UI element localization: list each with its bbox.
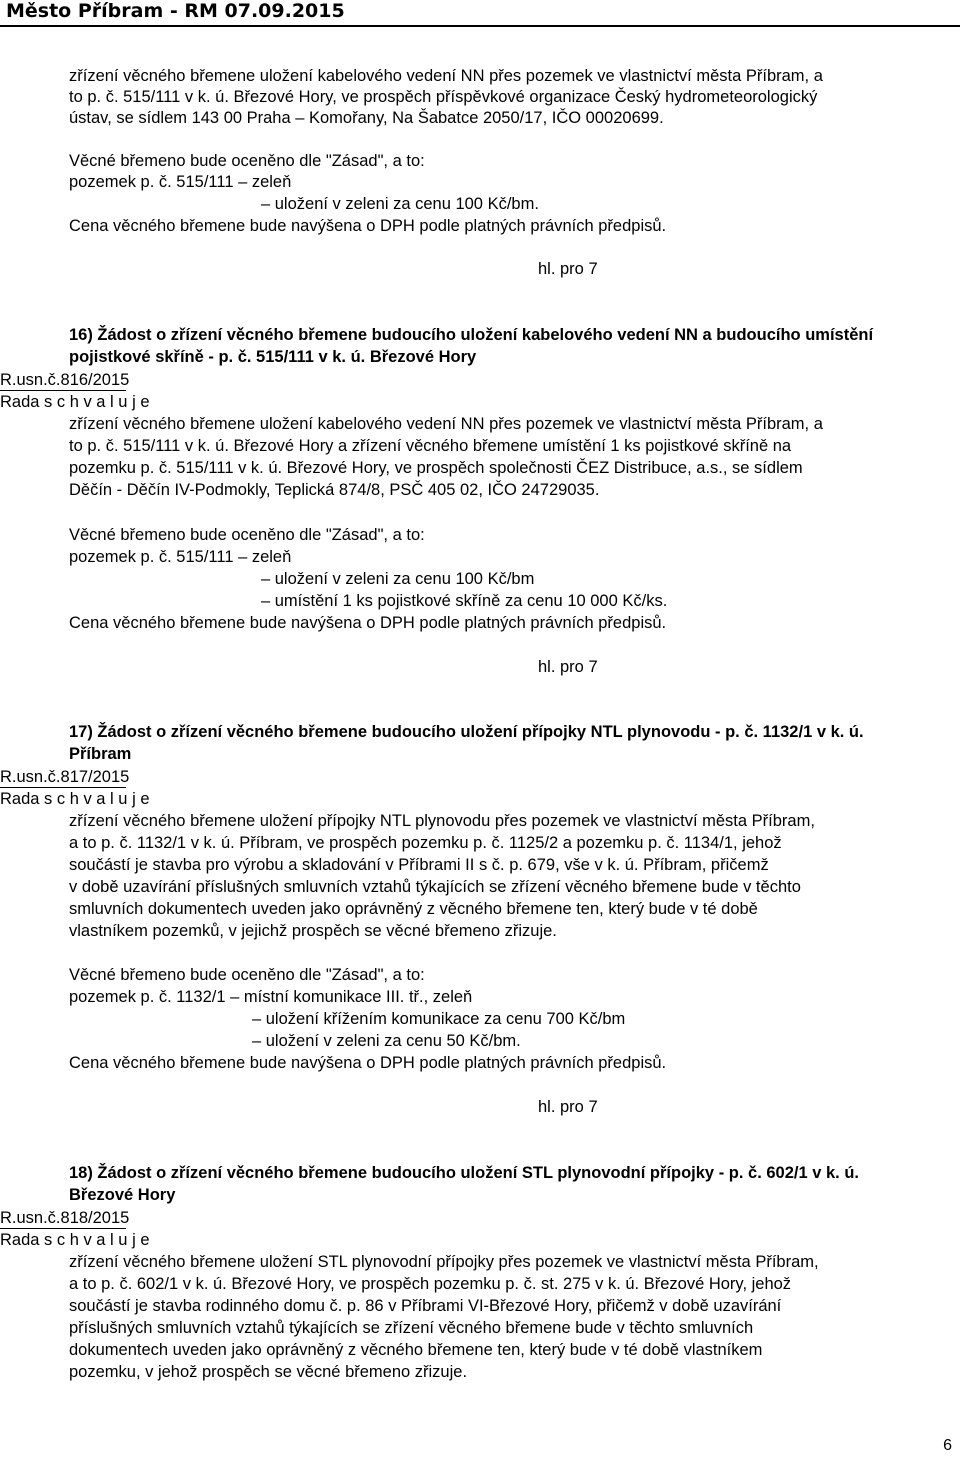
vat-note: Cena věcného břemene bude navýšena o DPH podle platných právních předpisů. [69,217,667,235]
resolution-text-line: zřízení věcného břemene uložení přípojky NTL plynovodu přes pozemek ve vlastnictví města Příbram, [69,812,815,830]
resolution-text-line: zřízení věcného břemene uložení STL plynovodní přípojky přes pozemek ve vlastnictví města Příbram, [69,1253,819,1271]
resolution-text-line: pozemku, v jehož prospěch se věcné břemeno zřizuje. [69,1363,468,1381]
valuation-intro: Věcné břemeno bude oceněno dle "Zásad", a to: [69,526,425,544]
resolution-text-line: ústav, se sídlem 143 00 Praha – Komořany, Na Šabatce 2050/17, IČO 00020699. [69,109,664,127]
section-heading-16: 16) Žádost o zřízení věcného břemene budoucího uložení kabelového vedení NN a budoucího umístění [69,326,874,344]
document-title: Město Příbram - RM 07.09.2015 [6,0,345,22]
resolution-text-line: to p. č. 515/111 v k. ú. Březové Hory, ve prospěch příspěvkové organizace Český hydrometeorologický [69,88,818,106]
resolution-text-line: součástí je stavba rodinného domu č. p. 86 v Příbrami VI-Březové Hory, přičemž v době uzavírání [69,1297,782,1315]
resolution-text-line: pozemku p. č. 515/111 v k. ú. Březové Hory, ve prospěch společnosti ČEZ Distribuce, a.s., se sídlem [69,459,803,477]
resolution-text-line: zřízení věcného břemene uložení kabelového vedení NN přes pozemek ve vlastnictví města Příbram, a [69,415,823,433]
parcel-line: pozemek p. č. 515/111 – zeleň [69,548,292,566]
resolution-number: R.usn.č.817/2015 [0,768,130,786]
valuation-item: – uložení v zeleni za cenu 100 Kč/bm. [261,195,539,213]
valuation-item: – uložení v zeleni za cenu 100 Kč/bm [261,570,535,588]
valuation-intro: Věcné břemeno bude oceněno dle "Zásad", a to: [69,152,425,170]
section-heading-17: 17) Žádost o zřízení věcného břemene budoucího uložení přípojky NTL plynovodu - p. č. 1132/1 v k. ú. [69,723,864,741]
resolution-number: R.usn.č.818/2015 [0,1209,130,1227]
valuation-item: – umístění 1 ks pojistkové skříně za cenu 10 000 Kč/ks. [261,592,668,610]
valuation-item: – uložení křížením komunikace za cenu 700 Kč/bm [252,1010,626,1028]
section-heading-17-cont: Příbram [69,745,132,763]
decision-label: Rada s c h v a l u j e [0,790,150,808]
resolution-text-line: dokumentech uveden jako oprávněný z věcného břemene ten, který bude v té době vlastníkem [69,1341,763,1359]
section-heading-18: 18) Žádost o zřízení věcného břemene budoucího uložení STL plynovodní přípojky - p. č. 602/1 v k. ú. [69,1164,860,1182]
vote-result: hl. pro 7 [538,260,598,278]
decision-label: Rada s c h v a l u j e [0,393,150,411]
page-number: 6 [943,1437,952,1454]
vote-result: hl. pro 7 [538,1098,598,1116]
resolution-text-line: Děčín - Děčín IV-Podmokly, Teplická 874/8, PSČ 405 02, IČO 24729035. [69,481,600,499]
resolution-text-line: příslušných smluvních vztahů týkajících se zřízení věcného břemene bude v těchto smluvních [69,1319,754,1337]
vat-note: Cena věcného břemene bude navýšena o DPH podle platných právních předpisů. [69,614,667,632]
parcel-line: pozemek p. č. 1132/1 – místní komunikace III. tř., zeleň [69,988,473,1006]
resolution-text-line: zřízení věcného břemene uložení kabelového vedení NN přes pozemek ve vlastnictví města Příbram, a [69,67,823,85]
vote-result: hl. pro 7 [538,658,598,676]
valuation-item: – uložení v zeleni za cenu 50 Kč/bm. [252,1032,521,1050]
resolution-text-line: a to p. č. 602/1 v k. ú. Březové Hory, ve prospěch pozemku p. č. st. 275 v k. ú. Březové Hory, jehož [69,1275,792,1293]
resolution-number: R.usn.č.816/2015 [0,371,130,389]
section-heading-18-cont: Březové Hory [69,1186,176,1204]
valuation-intro: Věcné břemeno bude oceněno dle "Zásad", a to: [69,966,425,984]
resolution-text-line: a to p. č. 1132/1 v k. ú. Příbram, ve prospěch pozemku p. č. 1125/2 a pozemku p. č. 1134/1, jehož [69,834,782,852]
parcel-line: pozemek p. č. 515/111 – zeleň [69,173,292,191]
resolution-text-line: vlastníkem pozemků, v jejichž prospěch se věcné břemeno zřizuje. [69,922,557,940]
vat-note: Cena věcného břemene bude navýšena o DPH podle platných právních předpisů. [69,1054,667,1072]
resolution-text-line: to p. č. 515/111 v k. ú. Březové Hory a zřízení věcného břemene umístění 1 ks pojistkové skříně na [69,437,792,455]
decision-label: Rada s c h v a l u j e [0,1231,150,1249]
resolution-text-line: smluvních dokumentech uveden jako oprávněný z věcného břemene ten, který bude v té době [69,900,758,918]
section-heading-16-cont: pojistkové skříně - p. č. 515/111 v k. ú. Březové Hory [69,348,477,366]
resolution-text-line: součástí je stavba pro výrobu a skladování v Příbrami II s č. p. 679, vše v k. ú. Příbram, přičemž [69,856,769,874]
resolution-text-line: v době uzavírání příslušných smluvních vztahů týkajících se zřízení věcného břemene bude v těchto [69,878,801,896]
